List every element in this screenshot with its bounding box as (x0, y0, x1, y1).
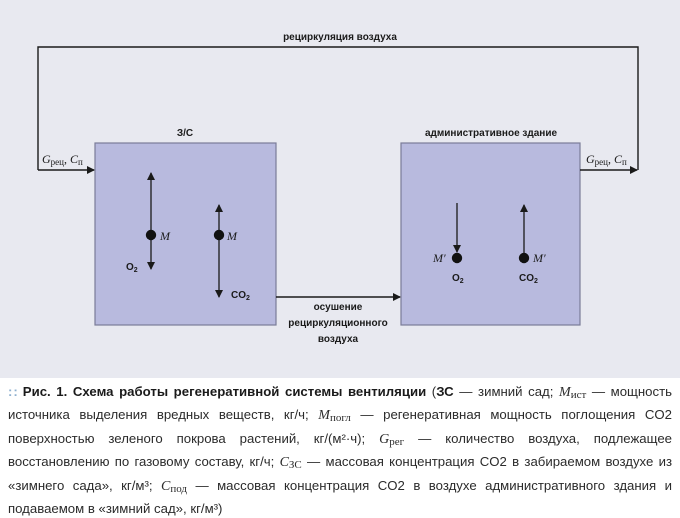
admin-o2-point-label: M′ (433, 251, 446, 265)
caption-symbol: C (160, 478, 171, 494)
zs-co2-point (214, 230, 224, 240)
left-flow-label: Gрец, Cп (42, 152, 83, 167)
figure-title: Схема работы регенеративной системы вентиляции (72, 384, 427, 399)
figure-caption (8, 382, 672, 518)
caption-text: — зимний сад; (453, 384, 560, 399)
caption-text: — количество воздуха, подлежащее восстановлению по газовому составу, кг/ч; (8, 430, 672, 470)
zs-o2-point (146, 230, 156, 240)
right-flow-label: Gрец, Cп (586, 152, 627, 167)
caption-symbol-sub: под (170, 482, 187, 495)
caption-text: ( (426, 384, 437, 399)
admin-co2-point-label: M′ (533, 251, 546, 265)
caption-symbol-sub: погл (329, 412, 351, 425)
caption-symbol-sub: ист (570, 389, 587, 401)
caption-marker-icon: :: (8, 384, 19, 399)
caption-text: — регенеративная мощность поглощения CO2 поверхностью зеленого покрова растений, кг/(м²·ч); (8, 407, 672, 446)
admin-co2-point (519, 253, 529, 263)
admin-building-title: административное здание (424, 128, 558, 139)
zs-o2-gas-label: $O_2$ (126, 262, 138, 274)
admin-co2-gas-label: $CO_2$ (519, 273, 538, 285)
zs-o2-point-label: M (160, 229, 170, 243)
caption-symbol: M (559, 385, 571, 400)
zs-co2-gas-label: $CO_2$ (231, 290, 250, 302)
caption-symbol: G (379, 431, 390, 447)
admin-building-box (401, 143, 580, 325)
admin-o2-gas-label: $O_2$ (452, 273, 464, 285)
recirculation-label: рециркуляция воздуха (283, 32, 397, 43)
caption-symbol-sub: ЗС (288, 459, 302, 472)
caption-symbol: M (318, 408, 330, 424)
dryer-label-line-1: осушение (313, 302, 363, 313)
zs-co2-point-label: M (227, 229, 237, 243)
caption-text: — массовая концентрация CO2 в забираемом воздухе из «зимнего сада», кг/м³; (8, 454, 672, 493)
dryer-label-line-3: воздуха (317, 334, 359, 345)
caption-text: — массовая концентрация CO2 в воздухе административного здания и подаваемом в «зимний сад», кг/м³) (8, 477, 672, 517)
admin-o2-point (452, 253, 462, 263)
caption-text: — мощность источника выделения вредных веществ, кг/ч; (8, 384, 673, 423)
caption-symbol-sub: рег (389, 435, 405, 448)
dryer-label-line-2: рециркуляционного (288, 318, 388, 329)
figure-label: Рис. 1. (22, 384, 68, 399)
winter-garden-title: З/С (176, 128, 194, 139)
caption-abbr: ЗС (436, 384, 454, 399)
caption-symbol: C (279, 455, 289, 471)
